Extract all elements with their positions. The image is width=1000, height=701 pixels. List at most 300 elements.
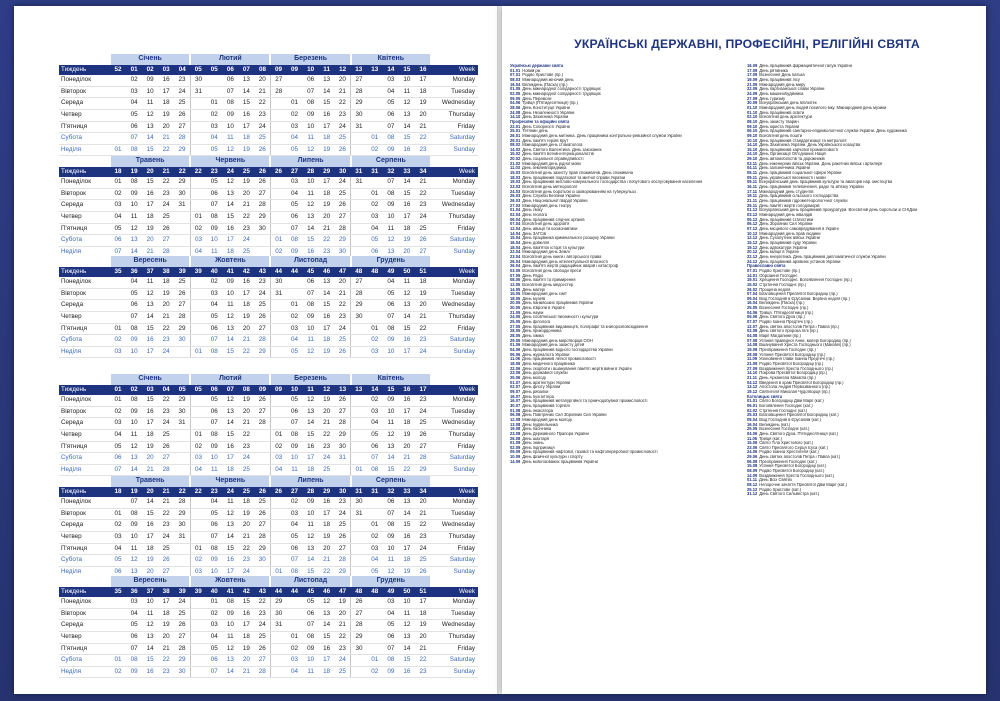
day-cell: 19 (238, 144, 254, 156)
day-cell: 18 (399, 223, 415, 235)
holiday-date: 25.06 (510, 375, 521, 380)
holiday-name: Успіння Пресвятої Богородиці (кат.) (759, 464, 827, 469)
weekday-label: Вівторок (59, 508, 110, 520)
week-number: 26 (270, 167, 286, 178)
holiday-name: Стрітення Господнє (пр.) (759, 282, 807, 287)
day-cell: 15 (142, 508, 158, 520)
day-cell: 25 (319, 464, 335, 476)
month-name: Жовтень (190, 576, 270, 587)
holiday-date: 12.07 (747, 324, 758, 329)
day-cell: 19 (319, 346, 335, 358)
holiday-date: 03.11 (747, 161, 758, 166)
day-cell: 21 (335, 620, 351, 632)
header-spacer (59, 256, 110, 267)
day-cell: 26 (254, 395, 270, 406)
holiday-name: Свято Богородиці Діви Марії (кат.) (759, 399, 824, 404)
day-cell: 04 (383, 608, 399, 620)
weekday-label: Вівторок (59, 406, 110, 418)
holiday-date: 30.09 (747, 101, 758, 106)
day-cell: 29 (254, 211, 270, 223)
day-cell (110, 277, 126, 288)
holiday-date: 29.10 (747, 157, 758, 162)
day-cell: 13 (126, 566, 142, 578)
day-cell: 29 (174, 177, 190, 188)
day-cell (110, 620, 126, 632)
day-cell: 27 (254, 323, 270, 335)
day-cell: 16 (399, 395, 415, 406)
holiday-date: 04.12 (747, 380, 758, 385)
holiday-name: Всесвітній день архітектури (759, 115, 812, 120)
day-cell: 01 (367, 323, 383, 335)
day-cell: 23 (415, 200, 431, 212)
day-cell (190, 531, 206, 543)
day-cell: 08 (126, 177, 142, 188)
day-cell (190, 311, 206, 323)
weekday-row (59, 429, 478, 441)
month-name: Липень (270, 156, 350, 167)
holiday-date: 02.09 (510, 445, 521, 450)
day-cell (287, 277, 303, 288)
week-number: 29 (319, 167, 335, 178)
day-cell: 18 (415, 277, 431, 288)
week-number: 38 (158, 267, 174, 278)
day-cell: 09 (383, 395, 399, 406)
weekday-label-en: Saturday (431, 235, 478, 247)
day-cell: 13 (383, 246, 399, 258)
day-cell: 07 (287, 418, 303, 430)
day-cell: 05 (287, 346, 303, 358)
day-cell (270, 543, 286, 555)
day-cell: 10 (222, 620, 238, 632)
day-cell: 27 (335, 543, 351, 555)
holiday-date: 14.08 (747, 343, 758, 348)
day-cell: 23 (158, 406, 174, 418)
holiday-date: 16.04 (510, 82, 521, 87)
day-cell: 10 (206, 235, 222, 247)
day-cell: 07 (206, 418, 222, 430)
holiday-date: 08.09 (747, 469, 758, 474)
day-cell: 05 (206, 643, 222, 655)
day-cell: 03 (206, 288, 222, 300)
day-cell: 12 (222, 643, 238, 655)
day-cell: 08 (383, 133, 399, 145)
weekday-row (59, 311, 478, 323)
day-cell (110, 133, 126, 145)
day-cell: 26 (254, 643, 270, 655)
holiday-name: Всеукраїнський день працівників прокуратури. Всесвітній день боротьби зі СНІДом (759, 208, 918, 213)
day-cell (190, 406, 206, 418)
holiday-name: Марії Магдалини (пр.) (759, 334, 801, 339)
day-cell: 11 (126, 211, 142, 223)
holiday-name: День матері (522, 287, 546, 292)
holiday-name: Введення в храм Пресвятої Богородиці (пр.) (759, 380, 844, 385)
weekday-row (59, 543, 478, 555)
day-cell: 24 (158, 418, 174, 430)
week-number: 41 (222, 267, 238, 278)
holiday-name: Хрещення Господнє. Богоявлення Господнє (пр.) (759, 278, 853, 283)
weekday-label: П'ятниця (59, 543, 110, 555)
day-cell: 10 (287, 453, 303, 465)
holiday-date: 26.04 (510, 264, 521, 269)
day-cell: 09 (383, 666, 399, 678)
week-number: 01 (110, 385, 126, 396)
holiday-date: 05.06 (747, 315, 758, 320)
day-cell: 25 (158, 543, 174, 555)
day-cell: 09 (126, 666, 142, 678)
weekday-row (59, 121, 478, 133)
holiday-name: Воздвиження Хреста Господнього (пр.) (759, 366, 834, 371)
day-cell: 24 (415, 346, 431, 358)
weekday-label-en: Saturday (431, 453, 478, 465)
day-cell: 02 (287, 497, 303, 508)
holiday-date: 02.02 (747, 408, 758, 413)
weekday-label-en: Monday (431, 75, 478, 86)
day-cell: 02 (206, 608, 222, 620)
week-number: 26 (254, 167, 270, 178)
holiday-name: День захисту тварин (759, 119, 799, 124)
day-cell: 13 (319, 277, 335, 288)
holiday-date: 24.08 (510, 110, 521, 115)
day-cell (174, 441, 190, 453)
day-cell (367, 288, 383, 300)
weekday-row (59, 223, 478, 235)
week-number: 27 (287, 167, 303, 178)
day-cell (110, 631, 126, 643)
holiday-date: 24.03 (510, 189, 521, 194)
day-cell: 05 (206, 144, 222, 156)
weekday-label-en: Thursday (431, 311, 478, 323)
header-spacer (431, 54, 478, 65)
holiday-date: 06.01 (747, 403, 758, 408)
day-cell: 31 (351, 508, 367, 520)
day-cell: 11 (206, 464, 222, 476)
holiday-name: День працівників фармацевтичної галузі України (759, 64, 852, 68)
day-cell: 05 (367, 235, 383, 247)
month-name: Грудень (351, 256, 431, 267)
week-number: 37 (142, 587, 158, 598)
day-cell: 27 (158, 453, 174, 465)
day-cell: 25 (254, 300, 270, 312)
day-cell: 03 (110, 346, 126, 358)
holiday-name: Різдво Іоанна Хрестителя (кат.) (759, 450, 819, 455)
holiday-date: 12.05 (510, 282, 521, 287)
day-cell: 18 (158, 98, 174, 110)
holiday-date: 02.04 (510, 213, 521, 217)
day-cell: 12 (222, 395, 238, 406)
weekday-row (59, 666, 478, 678)
day-cell: 07 (303, 288, 319, 300)
holiday-name: День філолога (522, 320, 551, 325)
holiday-name: Великдень (Пасха) (пр.) (759, 301, 805, 306)
week-number: 39 (190, 587, 206, 598)
day-cell: 21 (158, 643, 174, 655)
day-cell: 15 (238, 98, 254, 110)
day-cell (190, 323, 206, 335)
day-cell (367, 121, 383, 133)
month-name: Вересень (110, 576, 190, 587)
day-cell (351, 346, 367, 358)
day-cell: 27 (270, 75, 286, 86)
day-cell: 25 (415, 418, 431, 430)
day-cell (351, 520, 367, 532)
day-cell: 26 (254, 177, 270, 188)
week-number: 05 (190, 65, 206, 76)
weekday-row (59, 177, 478, 188)
holiday-date: 17.11 (747, 189, 758, 194)
week-number: 34 (415, 487, 431, 498)
day-cell: 05 (367, 566, 383, 578)
holiday-name: День Повітряних Сил Збройних Сил України (522, 413, 607, 418)
holiday-date: 19.09 (747, 77, 758, 82)
holiday-date: 24.10 (747, 152, 758, 157)
holiday-name: День міжнародної солідарності трудящих (522, 87, 601, 92)
holiday-section-heading: Православні свята (747, 264, 786, 269)
holiday-date: 20.05 (510, 306, 521, 311)
day-cell: 28 (254, 666, 270, 678)
day-cell: 27 (415, 246, 431, 258)
day-cell (110, 497, 126, 508)
holiday-name: День туризму (759, 96, 786, 101)
day-cell: 30 (351, 311, 367, 323)
weekday-label-en: Monday (431, 395, 478, 406)
day-cell: 29 (174, 395, 190, 406)
day-cell: 18 (238, 497, 254, 508)
holiday-entry (747, 492, 979, 497)
day-cell: 07 (383, 177, 399, 188)
holiday-date: 07.08 (747, 338, 758, 343)
holiday-name: День працівника кримінального розшуку України (522, 236, 615, 241)
day-cell: 15 (142, 655, 158, 667)
holiday-name: День працівників легкої промисловості (522, 357, 596, 362)
day-cell (367, 508, 383, 520)
holiday-name: День Сухопутних військ України (759, 236, 820, 241)
week-number: 22 (190, 167, 206, 178)
holiday-date: 21.11 (747, 199, 758, 204)
holiday-date: 24.06 (747, 450, 758, 455)
day-cell: 06 (206, 520, 222, 532)
holiday-name: День державної служби (522, 371, 568, 376)
weekday-label: Понеділок (59, 597, 110, 608)
weekday-row (59, 211, 478, 223)
holiday-name: Всесвітній день захисту прав споживачів. День споживача (522, 171, 633, 176)
day-cell: 21 (319, 555, 335, 567)
week-number: 20 (142, 487, 158, 498)
day-cell: 14 (303, 418, 319, 430)
week-number: 18 (110, 487, 126, 498)
calendar-2-block-3 (59, 576, 479, 678)
holiday-date: 27.05 (510, 324, 521, 329)
day-cell (190, 121, 206, 133)
week-number: 24 (222, 167, 238, 178)
month-name: Квітень (351, 374, 431, 385)
day-cell: 23 (415, 144, 431, 156)
day-cell: 17 (222, 566, 238, 578)
day-cell (190, 508, 206, 520)
day-cell (351, 211, 367, 223)
day-cell: 09 (126, 188, 142, 200)
holiday-name: Вхід Господній в Єрусалим. Вербна неділя (пр.) (759, 296, 850, 301)
day-cell: 04 (110, 429, 126, 441)
day-cell (270, 121, 286, 133)
day-cell: 09 (126, 335, 142, 347)
holiday-name: День Святого Духа (пр.) (759, 315, 805, 320)
weekday-label: Четвер (59, 109, 110, 121)
day-cell: 19 (335, 597, 351, 608)
week-number: 36 (126, 587, 142, 598)
holiday-date: 25.05 (747, 306, 758, 311)
holiday-name: Різдво Пресвятої Богородиці (кат.) (759, 469, 825, 474)
holiday-date: 18.04 (510, 245, 521, 250)
day-cell: 17 (399, 211, 415, 223)
day-cell: 14 (222, 200, 238, 212)
day-cell (110, 311, 126, 323)
day-cell (254, 235, 270, 247)
day-cell: 13 (142, 300, 158, 312)
day-cell: 26 (415, 566, 431, 578)
holiday-name: День шахтаря (522, 436, 549, 441)
day-cell: 13 (222, 520, 238, 532)
day-cell (367, 109, 383, 121)
holiday-name: День пам'яті жертв голодоморів (759, 203, 820, 208)
day-cell: 09 (287, 441, 303, 453)
day-cell: 21 (415, 177, 431, 188)
day-cell: 03 (287, 323, 303, 335)
weekday-row (59, 335, 478, 347)
weekday-label: Середа (59, 418, 110, 430)
day-cell: 17 (319, 508, 335, 520)
weekday-row (59, 597, 478, 608)
weekday-label-en: Saturday (431, 655, 478, 667)
month-header-row (59, 476, 478, 487)
day-cell (190, 109, 206, 121)
holiday-date: 25.05 (747, 427, 758, 432)
day-cell: 16 (142, 335, 158, 347)
holiday-date: 22.04 (510, 250, 521, 255)
week-number: 46 (319, 587, 335, 598)
day-cell: 18 (319, 133, 335, 145)
weekday-label: П'ятниця (59, 643, 110, 655)
day-cell: 07 (110, 464, 126, 476)
weekday-row (59, 235, 478, 247)
day-cell: 30 (335, 246, 351, 258)
day-cell: 23 (415, 395, 431, 406)
holiday-date: 21.09 (747, 362, 758, 366)
holiday-date: 05.11 (747, 171, 758, 176)
day-cell: 18 (142, 429, 158, 441)
day-cell: 07 (383, 311, 399, 323)
day-cell: 08 (206, 211, 222, 223)
day-cell: 12 (126, 441, 142, 453)
holiday-name: День землевпорядника (522, 166, 567, 171)
holiday-name: Трійця. П'ятидесятниця (пр.) (759, 310, 814, 315)
day-cell: 12 (383, 429, 399, 441)
day-cell (367, 75, 383, 86)
day-cell: 09 (303, 497, 319, 508)
day-cell: 21 (335, 288, 351, 300)
day-cell: 23 (335, 109, 351, 121)
day-cell: 22 (415, 188, 431, 200)
day-cell (351, 200, 367, 212)
day-cell (190, 335, 206, 347)
day-cell: 29 (174, 323, 190, 335)
day-cell: 19 (142, 441, 158, 453)
weekday-label-en: Monday (431, 597, 478, 608)
holiday-name: День архітектури України (522, 380, 571, 385)
day-cell (351, 453, 367, 465)
day-cell (270, 531, 286, 543)
holiday-name: Різдво Пресвятої Богородиці (пр.) (759, 362, 824, 366)
holiday-name: День пам'яті та примирення (522, 278, 576, 283)
day-cell: 16 (319, 311, 335, 323)
holiday-date: 23.04 (510, 254, 521, 259)
day-cell: 18 (399, 418, 415, 430)
day-cell (270, 508, 286, 520)
holiday-name: День працівників стандартизації та метрології (759, 138, 847, 143)
holiday-name: Обрізання Господнє (759, 273, 798, 278)
weekday-row (59, 288, 478, 300)
day-cell: 28 (351, 86, 367, 98)
day-cell: 21 (158, 133, 174, 145)
weekday-row (59, 631, 478, 643)
day-cell: 01 (367, 133, 383, 145)
day-cell: 28 (335, 223, 351, 235)
day-cell: 22 (254, 597, 270, 608)
day-cell: 08 (222, 597, 238, 608)
week-number: 15 (399, 65, 415, 76)
day-cell: 01 (190, 429, 206, 441)
day-cell (351, 223, 367, 235)
week-number: 45 (303, 267, 319, 278)
day-cell: 16 (142, 666, 158, 678)
day-cell: 24 (335, 121, 351, 133)
day-cell (174, 223, 190, 235)
day-cell: 24 (174, 597, 190, 608)
weekday-label: Четвер (59, 429, 110, 441)
holiday-name: День Національної гвардії України (522, 199, 588, 204)
weekday-label: Вівторок (59, 288, 110, 300)
day-cell: 04 (110, 543, 126, 555)
day-cell: 06 (126, 631, 142, 643)
day-cell: 10 (222, 121, 238, 133)
day-cell: 16 (319, 109, 335, 121)
week-number: 30 (335, 167, 351, 178)
day-cell: 17 (142, 346, 158, 358)
weekday-row (59, 395, 478, 406)
holiday-name: День міжнародної солідарності трудящих (522, 91, 601, 96)
day-cell: 21 (238, 418, 254, 430)
holiday-date: 21.05 (510, 310, 521, 315)
day-cell: 13 (126, 453, 142, 465)
day-cell: 04 (287, 188, 303, 200)
weekday-row (59, 346, 478, 358)
holiday-date: 16.04 (747, 301, 758, 306)
day-cell (110, 86, 126, 98)
day-cell: 06 (303, 75, 319, 86)
holiday-name: Різдво Христове (пр.) (522, 73, 563, 78)
day-cell: 21 (319, 418, 335, 430)
day-cell: 14 (319, 620, 335, 632)
holiday-date: 10.12 (747, 231, 758, 236)
day-cell: 01 (367, 655, 383, 667)
day-cell: 28 (415, 453, 431, 465)
holiday-date: 09.05 (510, 96, 521, 101)
holiday-date: 15.02 (747, 282, 758, 287)
week-number: 06 (222, 65, 238, 76)
day-cell: 13 (399, 497, 415, 508)
day-cell: 08 (383, 188, 399, 200)
holiday-date: 09.11 (747, 180, 758, 185)
header-spacer (59, 156, 110, 167)
